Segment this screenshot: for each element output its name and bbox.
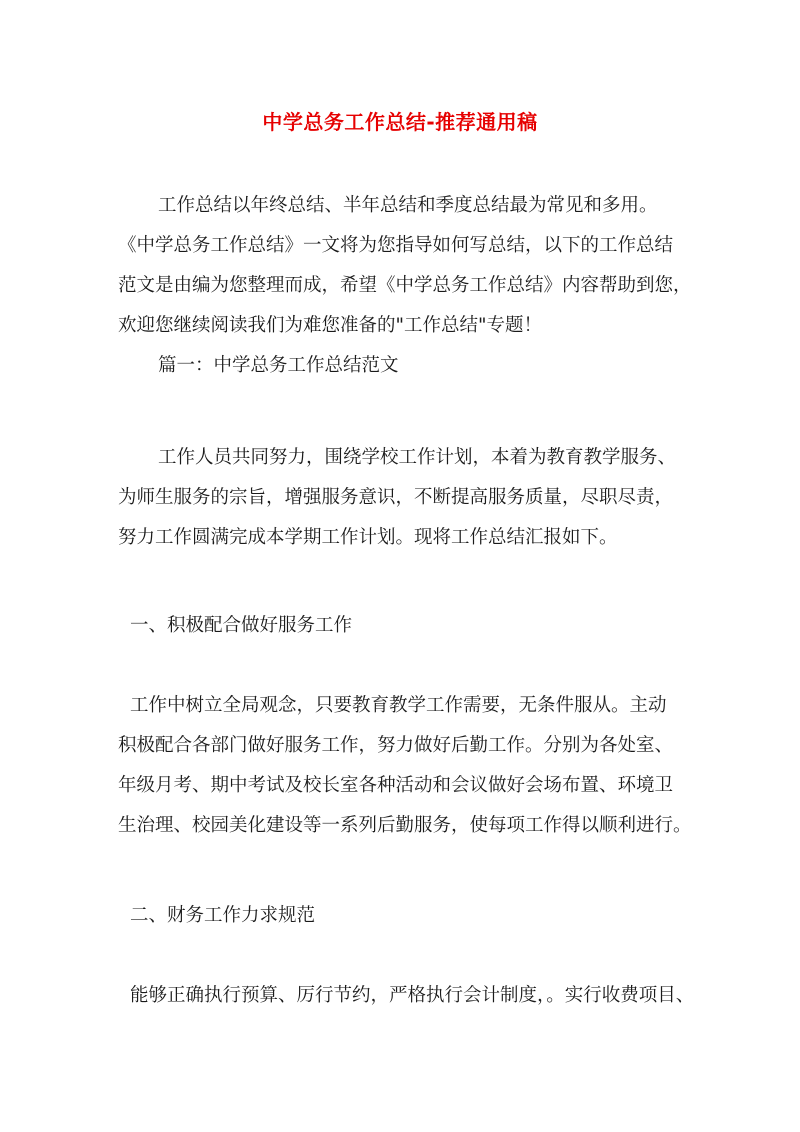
paragraph-line: 积极配合各部门做好服务工作，努力做好后勤工作。分别为各处室、	[118, 735, 674, 756]
paragraph-line: 《中学总务工作总结》一文将为您指导如何写总结，以下的工作总结	[118, 235, 674, 256]
paragraph-line: 能够正确执行预算、厉行节约，严格执行会计制度，。实行收费项目、	[130, 985, 695, 1006]
section-heading: 二、财务工作力求规范	[130, 905, 316, 926]
paragraph-line: 工作人员共同努力，围绕学校工作计划，本着为教育教学服务、	[158, 447, 677, 468]
document-title: 中学总务工作总结-推荐通用稿	[262, 110, 538, 134]
paragraph-line: 工作总结以年终总结、半年总结和季度总结最为常见和多用。	[158, 195, 658, 216]
paragraph-line: 为师生服务的宗旨，增强服务意识，不断提高服务质量，尽职尽责，	[118, 487, 674, 508]
paragraph-line: 工作中树立全局观念，只要教育教学工作需要，无条件服从。主动	[130, 695, 667, 716]
paragraph-line: 努力工作圆满完成本学期工作计划。现将工作总结汇报如下。	[118, 527, 618, 548]
section-heading: 一、积极配合做好服务工作	[130, 615, 353, 636]
paragraph-line: 年级月考、期中考试及校长室各种活动和会议做好会场布置、环境卫	[118, 775, 674, 796]
paragraph-line: 范文是由编为您整理而成，希望《中学总务工作总结》内容帮助到您，	[118, 275, 692, 296]
paragraph-line: 生治理、校园美化建设等一系列后勤服务，使每项工作得以顺利进行。	[118, 815, 692, 836]
section-heading: 篇一：中学总务工作总结范文	[158, 355, 399, 376]
paragraph-line: 欢迎您继续阅读我们为难您准备的"工作总结"专题！	[118, 315, 543, 336]
